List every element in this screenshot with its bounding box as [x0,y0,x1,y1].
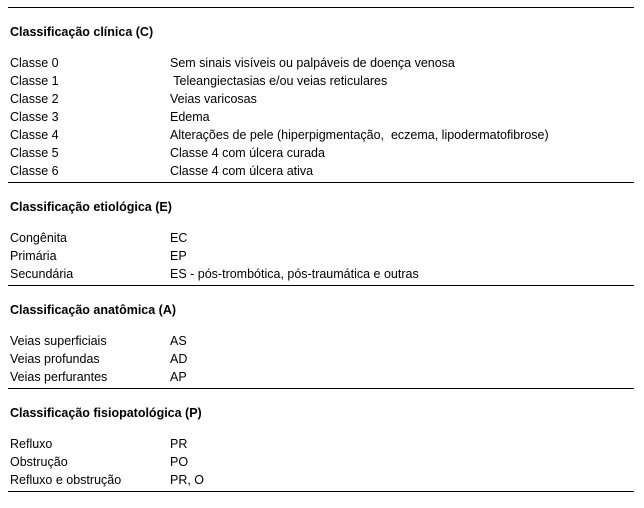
section-divider [8,182,634,183]
row-label: Classe 1 [10,74,59,88]
table-row [8,435,634,453]
section-title-pathophysiological: Classificação fisiopatológica (P) [10,406,202,420]
table-bottom-rule [8,491,634,492]
table-row [8,108,634,126]
section-rows-etiological [8,229,634,283]
table-row [8,247,634,265]
section-divider [8,388,634,389]
table-top-rule [8,7,634,8]
table-row [8,144,634,162]
row-value: EC [170,231,188,245]
row-value: Edema [170,110,210,124]
table-row [8,332,634,350]
row-label: Veias superficiais [10,334,107,348]
row-value: PR [170,437,188,451]
row-label: Classe 2 [10,92,59,106]
section-title-anatomical: Classificação anatômica (A) [10,303,177,317]
row-label: Classe 0 [10,56,59,70]
row-label: Refluxo e obstrução [10,473,122,487]
row-label: Congênita [10,231,67,245]
section-rows-anatomical [8,332,634,386]
row-value: AD [170,352,188,366]
row-value: Classe 4 com úlcera ativa [170,164,314,178]
row-label: Primária [10,249,57,263]
table-row [8,471,634,489]
section-rows-pathophysiological [8,435,634,489]
section-divider [8,285,634,286]
row-label: Secundária [10,267,74,281]
row-label: Classe 3 [10,110,59,124]
row-value: Sem sinais visíveis ou palpáveis de doença venosa [170,56,455,70]
row-label: Refluxo [10,437,53,451]
table-row [8,72,634,90]
row-label: Classe 5 [10,146,59,160]
table-row [8,126,634,144]
row-label: Veias perfurantes [10,370,108,384]
row-value: Alterações de pele (hiperpigmentação, eczema, lipodermatofibrose) [170,128,549,142]
row-value: Teleangiectasias e/ou veias reticulares [170,74,388,88]
row-label: Obstrução [10,455,68,469]
row-value: PR, O [170,473,205,487]
row-value: AS [170,334,187,348]
row-value: ES - pós-trombótica, pós-traumática e outras [170,267,419,281]
table-row [8,453,634,471]
table-row [8,90,634,108]
table-row [8,54,634,72]
section-title-clinical: Classificação clínica (C) [10,25,154,39]
row-value: Classe 4 com úlcera curada [170,146,325,160]
table-row [8,350,634,368]
row-value: PO [170,455,189,469]
table-row [8,265,634,283]
row-label: Classe 4 [10,128,59,142]
ceap-classification-table [8,0,634,492]
table-row [8,368,634,386]
row-value: EP [170,249,187,263]
table-row [8,162,634,180]
row-value: AP [170,370,187,384]
table-row [8,229,634,247]
row-label: Classe 6 [10,164,59,178]
row-value: Veias varicosas [170,92,257,106]
row-label: Veias profundas [10,352,100,366]
section-rows-clinical [8,54,634,180]
section-title-etiological: Classificação etiológica (E) [10,200,172,214]
